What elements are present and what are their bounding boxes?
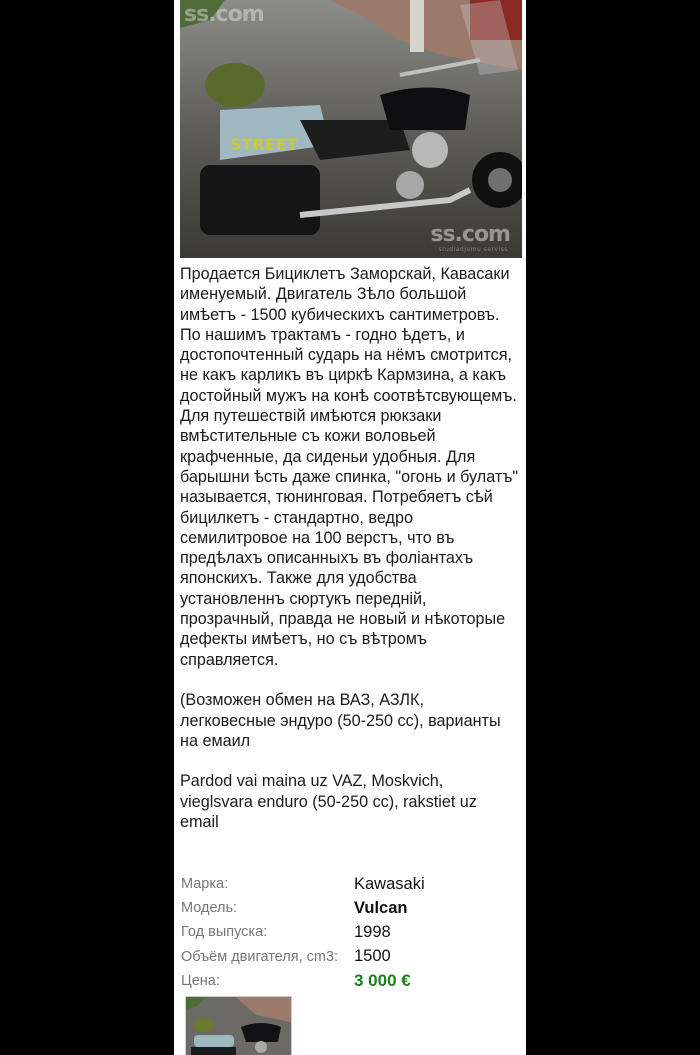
specs-table <box>181 872 521 993</box>
listing-panel <box>174 0 526 1055</box>
spec-row-year <box>181 920 521 944</box>
spec-row-price <box>181 969 521 993</box>
spec-label: Марка: <box>181 876 229 893</box>
spec-value: 1500 <box>354 947 391 966</box>
spec-value: Kawasaki <box>354 874 425 893</box>
motorcycle-thumbnail-icon <box>186 997 291 1055</box>
motorcycle-photo-icon <box>180 0 522 258</box>
svg-text:STREET: STREET <box>230 135 298 154</box>
spec-row-model <box>181 896 521 920</box>
description-paragraph: Pardod vai maina uz VAZ, Moskvich, vieglsvara enduro (50-250 cc), rakstiet uz email <box>180 772 477 832</box>
spec-label: Год выпуска: <box>181 924 268 941</box>
paragraph-gap <box>180 670 520 690</box>
description-paragraph: Продается Бициклетъ Заморскай, Кавасаки именуемый. Двигатель Зѣло большой имѣетъ - 1500 кубическихъ сантиметровъ. По нашимъ трактамъ - годно ѣдетъ, и достопочтенный сударь на нёмъ смотрится, не какъ карликъ въ циркѣ Кармзина, а какъ достойный мужъ на конѣ соотвѣтсвующемъ. Для путешествiй имѣются рюкзаки вмѣстительные съ кожи воловьей крафченные, да сиденьи удобныя. Для барышни ѣсть даже спинка, "огонь и булатъ" называется, тюнинговая. Потребяетъ сѣй бицилкетъ - стандартно, ведро семилитровое на 100 верстъ, что въ предѣлахъ описанныхъ въ фоліантахъ японскихъ. Также для удобства установленнъ сюртукъ передній, прозрачный, правда не новый и нѣкоторые дефекты имѣетъ, но съ вѣтромъ справляется. <box>180 265 519 669</box>
spec-value: 1998 <box>354 922 391 941</box>
price-value: 3 000 € <box>354 970 411 990</box>
listing-description <box>180 264 520 832</box>
spec-value[interactable]: Vulcan <box>354 898 408 917</box>
watermark-bottom: ss.com <box>430 222 510 247</box>
spec-label: Цена: <box>181 972 220 989</box>
photo-thumbnail[interactable] <box>185 996 292 1055</box>
spec-label: Объём двигателя, cm3: <box>181 948 339 965</box>
spec-row-make <box>181 872 521 896</box>
spec-label: Модель: <box>181 900 238 917</box>
spec-row-engine <box>181 945 521 969</box>
listing-photo[interactable] <box>180 0 522 258</box>
watermark-subtitle: studiadjumu serviss <box>438 246 508 253</box>
description-paragraph: (Возможен обмен на ВАЗ, АЗЛК, легковесные эндуро (50-250 cc), варианты на емаил <box>180 691 501 750</box>
paragraph-gap <box>180 751 520 771</box>
watermark-top: ss.com <box>184 2 264 27</box>
